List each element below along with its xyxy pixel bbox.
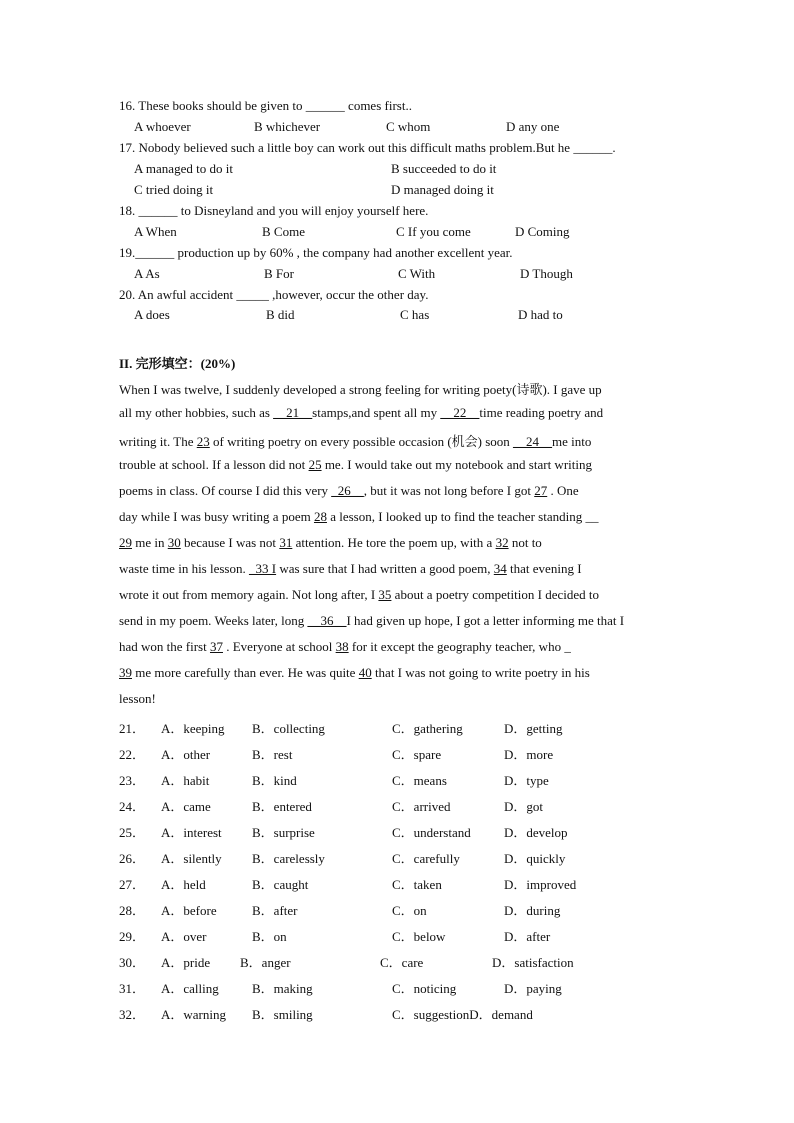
option-18b: B Come bbox=[262, 224, 305, 239]
option-16b: B whichever bbox=[254, 119, 321, 134]
question-17: 17. Nobody believed such a little boy can work out this difficult maths problem.But he ______. bbox=[119, 140, 616, 155]
cloze-option: D．getting bbox=[504, 721, 563, 736]
option-17d: D managed doing it bbox=[391, 182, 494, 197]
passage-text: not to bbox=[508, 535, 542, 550]
cloze-option: A．silently bbox=[161, 851, 222, 866]
cloze-option: B．caught bbox=[252, 877, 309, 892]
cloze-option: D．got bbox=[504, 799, 544, 814]
passage-line bbox=[119, 613, 679, 629]
cloze-option: D．paying bbox=[504, 981, 562, 996]
cloze-option: C．carefully bbox=[392, 851, 460, 866]
option-16c: C whom bbox=[386, 119, 431, 134]
passage-text: attention. He tore the poem up, with a bbox=[292, 535, 496, 550]
passage-line bbox=[119, 379, 679, 398]
cloze-option: C．taken bbox=[392, 877, 442, 892]
blank-number: __22__ bbox=[440, 405, 480, 420]
passage-line bbox=[119, 431, 679, 450]
question-19: 19.______ production up by 60% , the company had another excellent year. bbox=[119, 245, 513, 260]
cloze-option: A．keeping bbox=[161, 721, 225, 736]
option-19c: C With bbox=[398, 266, 436, 281]
cloze-option: D．during bbox=[504, 903, 561, 918]
passage-text: poems in class. Of course I did this very bbox=[119, 483, 332, 498]
option-16d: D any one bbox=[506, 119, 560, 134]
blank-number: 32 bbox=[495, 535, 509, 550]
option-19d: D Though bbox=[520, 266, 573, 281]
cloze-number: 24． bbox=[119, 799, 146, 814]
cloze-option: B．anger bbox=[240, 955, 291, 970]
cloze-option: B．smiling bbox=[252, 1007, 313, 1022]
blank-number: __36__ bbox=[307, 613, 347, 628]
blank-number: _26__ bbox=[331, 483, 364, 498]
cloze-option: C．noticing bbox=[392, 981, 457, 996]
cloze-option: A．warning bbox=[161, 1007, 226, 1022]
cloze-option: B．entered bbox=[252, 799, 312, 814]
passage-line bbox=[119, 483, 679, 499]
cloze-option: D．develop bbox=[504, 825, 568, 840]
cloze-option: C．arrived bbox=[392, 799, 451, 814]
cloze-option: B．making bbox=[252, 981, 313, 996]
blank-number: 27 bbox=[534, 483, 548, 498]
cloze-option: C．means bbox=[392, 773, 447, 788]
cloze-option: B．carelessly bbox=[252, 851, 325, 866]
passage-text: because I was not bbox=[180, 535, 280, 550]
passage-text: me in bbox=[132, 535, 168, 550]
cloze-number: 21． bbox=[119, 721, 146, 736]
blank-number: 31 bbox=[279, 535, 293, 550]
option-17b: B succeeded to do it bbox=[391, 161, 497, 176]
cloze-option: B．rest bbox=[252, 747, 293, 762]
passage-line bbox=[119, 457, 679, 473]
cloze-option: A．held bbox=[161, 877, 206, 892]
passage-text: a lesson, I looked up to find the teacher standing __ bbox=[326, 509, 599, 524]
cloze-option: B．kind bbox=[252, 773, 297, 788]
passage-line bbox=[119, 405, 679, 421]
cloze-option: C．understand bbox=[392, 825, 471, 840]
option-19b: B For bbox=[264, 266, 294, 281]
passage-text: for it except the geography teacher, who _ bbox=[348, 639, 571, 654]
cloze-option: D．quickly bbox=[504, 851, 566, 866]
cloze-option: D．satisfaction bbox=[492, 955, 574, 970]
cloze-option: C．care bbox=[380, 955, 424, 970]
blank-number: 23 bbox=[196, 434, 210, 449]
blank-number: _33 I bbox=[249, 561, 277, 576]
option-18d: D Coming bbox=[515, 224, 570, 239]
cloze-option: B．on bbox=[252, 929, 287, 944]
option-20a: A does bbox=[134, 307, 170, 322]
passage-line bbox=[119, 561, 679, 577]
passage-text: that evening I bbox=[506, 561, 582, 576]
blank-number: 34 bbox=[493, 561, 507, 576]
passage-text: . One bbox=[547, 483, 579, 498]
passage-text: that I was not going to write poetry in his bbox=[371, 665, 590, 680]
option-18a: A When bbox=[134, 224, 177, 239]
cloze-option: B．collecting bbox=[252, 721, 325, 736]
option-20c: C has bbox=[400, 307, 430, 322]
cloze-option: A．interest bbox=[161, 825, 222, 840]
passage-text: . Everyone at school bbox=[222, 639, 336, 654]
passage-text: I had given up hope, I got a letter informing me that I bbox=[346, 613, 625, 628]
question-20: 20. An awful accident _____ ,however, occur the other day. bbox=[119, 287, 429, 302]
cloze-option: A．over bbox=[161, 929, 207, 944]
passage-text: When I was twelve, I suddenly developed a strong feeling for writing poety(诗歌). I gave up bbox=[119, 382, 602, 397]
option-17a: A managed to do it bbox=[134, 161, 233, 176]
cloze-option: C．on bbox=[392, 903, 427, 918]
passage-text: about a poetry competition I decided to bbox=[391, 587, 599, 602]
section-heading: II. 完形填空：(20%) bbox=[119, 356, 236, 371]
cloze-number: 31． bbox=[119, 981, 146, 996]
cloze-option: A．habit bbox=[161, 773, 210, 788]
option-16a: A whoever bbox=[134, 119, 191, 134]
passage-line bbox=[119, 691, 679, 707]
passage-text: day while I was busy writing a poem bbox=[119, 509, 314, 524]
passage-line bbox=[119, 665, 679, 681]
cloze-number: 30． bbox=[119, 955, 146, 970]
cloze-option: C．gathering bbox=[392, 721, 463, 736]
cloze-option: D．more bbox=[504, 747, 554, 762]
passage-text: trouble at school. If a lesson did not bbox=[119, 457, 309, 472]
blank-number: 38 bbox=[335, 639, 349, 654]
passage-text: was sure that I had written a good poem, bbox=[276, 561, 494, 576]
cloze-number: 27． bbox=[119, 877, 146, 892]
cloze-number: 29． bbox=[119, 929, 146, 944]
cloze-number: 28． bbox=[119, 903, 146, 918]
cloze-number: 22． bbox=[119, 747, 146, 762]
passage-line bbox=[119, 639, 679, 655]
blank-number: 29 bbox=[119, 535, 132, 550]
option-17c: C tried doing it bbox=[134, 182, 214, 197]
passage-text: , but it was not long before I got bbox=[363, 483, 535, 498]
passage-line bbox=[119, 535, 679, 551]
cloze-option: D．improved bbox=[504, 877, 577, 892]
cloze-option: B．surprise bbox=[252, 825, 315, 840]
blank-number: 40 bbox=[358, 665, 372, 680]
blank-number: 39 bbox=[119, 665, 132, 680]
cloze-number: 26． bbox=[119, 851, 146, 866]
passage-text: me. I would take out my notebook and start writing bbox=[321, 457, 592, 472]
passage-text: lesson! bbox=[119, 691, 156, 706]
option-18c: C If you come bbox=[396, 224, 471, 239]
blank-number: 35 bbox=[378, 587, 392, 602]
cloze-number: 23． bbox=[119, 773, 146, 788]
cloze-option: D．type bbox=[504, 773, 549, 788]
passage-line bbox=[119, 509, 679, 525]
passage-line bbox=[119, 587, 679, 603]
cloze-number: 32． bbox=[119, 1007, 146, 1022]
cloze-option: D．after bbox=[504, 929, 551, 944]
passage-text: me more carefully than ever. He was quite bbox=[132, 665, 359, 680]
passage-text: had won the first bbox=[119, 639, 210, 654]
cloze-option: A．came bbox=[161, 799, 211, 814]
cloze-option: C．spare bbox=[392, 747, 442, 762]
cloze-option: B．after bbox=[252, 903, 298, 918]
passage-text: wrote it out from memory again. Not long after, I bbox=[119, 587, 379, 602]
question-18: 18. ______ to Disneyland and you will enjoy yourself here. bbox=[119, 203, 429, 218]
cloze-number: 25． bbox=[119, 825, 146, 840]
blank-number: __21__ bbox=[273, 405, 313, 420]
option-19a: A As bbox=[134, 266, 160, 281]
cloze-option: A．other bbox=[161, 747, 211, 762]
passage-text: all my other hobbies, such as bbox=[119, 405, 274, 420]
cloze-option: A．before bbox=[161, 903, 217, 918]
cloze-option: A．calling bbox=[161, 981, 219, 996]
passage-text: of writing poetry on every possible occasion (机会) soon bbox=[209, 434, 514, 449]
passage-text: writing it. The bbox=[119, 434, 197, 449]
cloze-option: C．suggestionD．demand bbox=[392, 1007, 533, 1022]
option-20b: B did bbox=[266, 307, 295, 322]
blank-number: 37 bbox=[209, 639, 223, 654]
question-16: 16. These books should be given to ______ comes first.. bbox=[119, 98, 412, 113]
passage-text: send in my poem. Weeks later, long bbox=[119, 613, 308, 628]
blank-number: __24__ bbox=[513, 434, 553, 449]
passage-text: waste time in his lesson. bbox=[119, 561, 249, 576]
blank-number: 28 bbox=[313, 509, 327, 524]
passage-text: stamps,and spent all my bbox=[312, 405, 441, 420]
option-20d: D had to bbox=[518, 307, 563, 322]
cloze-option: C．below bbox=[392, 929, 446, 944]
passage-text: time reading poetry and bbox=[479, 405, 604, 420]
passage-text: me into bbox=[552, 434, 592, 449]
cloze-option: A．pride bbox=[161, 955, 211, 970]
blank-number: 30 bbox=[167, 535, 181, 550]
blank-number: 25 bbox=[308, 457, 322, 472]
